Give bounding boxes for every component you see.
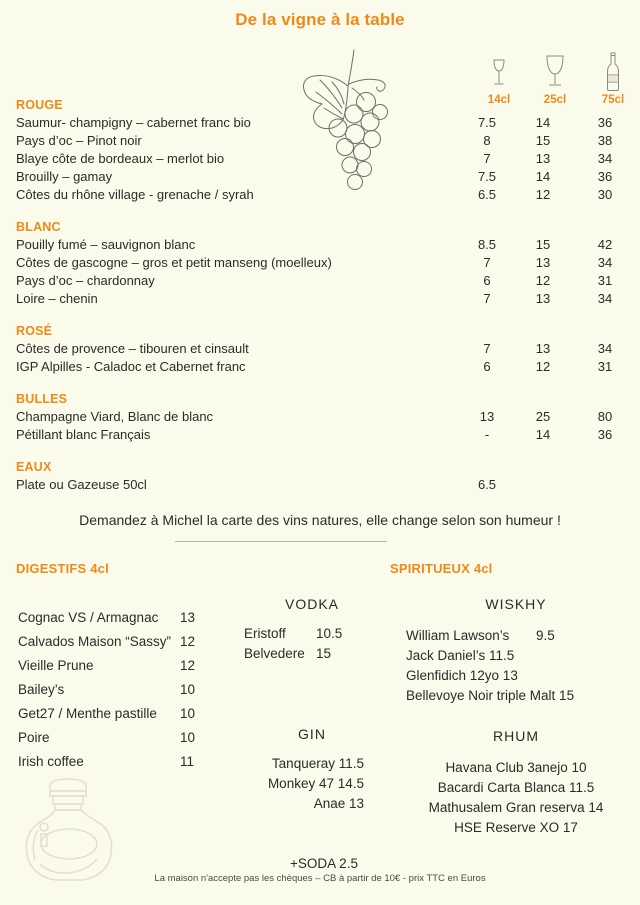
table-row bbox=[0, 358, 640, 376]
price-75cl: 34 bbox=[597, 255, 613, 270]
section-heading: ROUGE bbox=[16, 98, 63, 112]
digestif-price: 10 bbox=[180, 682, 196, 697]
wine-section-rose bbox=[0, 322, 640, 376]
price-14cl: 7.5 bbox=[477, 115, 497, 130]
small-wine-glass-icon bbox=[469, 52, 529, 92]
digestif-price: 10 bbox=[180, 706, 196, 721]
table-row bbox=[0, 150, 640, 168]
price-14cl: 13 bbox=[479, 409, 495, 424]
price-14cl: - bbox=[484, 427, 490, 442]
table-row bbox=[0, 236, 640, 254]
rhum-heading: RHUM bbox=[493, 728, 539, 744]
price-25cl: 13 bbox=[535, 255, 551, 270]
price-14cl: 7 bbox=[483, 341, 491, 356]
whisky-heading: WISKHY bbox=[485, 596, 547, 612]
digestifs-heading: DIGESTIFS 4cl bbox=[16, 561, 109, 576]
section-gap bbox=[0, 204, 640, 218]
price-75cl: 34 bbox=[597, 341, 613, 356]
price-75cl: 31 bbox=[597, 359, 613, 374]
section-heading: EAUX bbox=[16, 460, 52, 474]
list-item bbox=[0, 678, 230, 702]
digestif-name: Get27 / Menthe pastille bbox=[18, 706, 157, 721]
price-75cl: 36 bbox=[597, 427, 613, 442]
spiritueux-heading: SPIRITUEUX 4cl bbox=[390, 561, 493, 576]
table-row bbox=[0, 408, 640, 426]
measure-14cl-label: 14cl bbox=[487, 94, 511, 106]
whisky-price: 9.5 bbox=[536, 628, 555, 643]
table-row bbox=[0, 114, 640, 132]
price-75cl: 36 bbox=[597, 169, 613, 184]
price-14cl: 6.5 bbox=[477, 187, 497, 202]
price-14cl: 8.5 bbox=[477, 237, 497, 252]
digestif-price: 11 bbox=[180, 754, 195, 769]
list-item: Bacardi Carta Blanca 11.5 bbox=[437, 780, 595, 795]
wine-section-rouge bbox=[0, 96, 640, 204]
wine-name: Blaye côte de bordeaux – merlot bio bbox=[16, 151, 225, 166]
list-item bbox=[0, 750, 230, 774]
price-14cl: 6 bbox=[483, 273, 491, 288]
price-75cl: 31 bbox=[597, 273, 613, 288]
wine-name: Pays d’oc – chardonnay bbox=[16, 273, 155, 288]
price-25cl: 15 bbox=[535, 237, 551, 252]
digestif-price: 12 bbox=[180, 634, 196, 649]
wine-name: Loire – chenin bbox=[16, 291, 98, 306]
wine-name: Côtes de provence – tibouren et cinsault bbox=[16, 341, 249, 356]
list-item bbox=[228, 624, 396, 644]
list-item bbox=[0, 630, 230, 654]
price-25cl: 14 bbox=[535, 427, 551, 442]
wine-section-bulles bbox=[0, 390, 640, 444]
wine-name: Pays d’oc – Pinot noir bbox=[16, 133, 142, 148]
price-14cl: 7 bbox=[483, 255, 491, 270]
price-75cl: 34 bbox=[597, 291, 613, 306]
table-row bbox=[0, 340, 640, 358]
wine-section-blanc bbox=[0, 218, 640, 308]
digestif-name: Bailey’s bbox=[18, 682, 65, 697]
price-25cl: 12 bbox=[535, 273, 551, 288]
list-item bbox=[0, 606, 230, 630]
table-row bbox=[0, 254, 640, 272]
list-item: Bellevoye Noir triple Malt 15 bbox=[406, 688, 575, 703]
list-item: Monkey 47 14.5 bbox=[267, 776, 364, 791]
section-gap bbox=[0, 376, 640, 390]
list-item: Mathusalem Gran reserva 14 bbox=[428, 800, 604, 815]
table-row bbox=[0, 290, 640, 308]
list-item: Havana Club 3anejo 10 bbox=[445, 760, 587, 775]
water-name: Plate ou Gazeuse 50cl bbox=[16, 477, 147, 492]
section-heading: BULLES bbox=[16, 392, 68, 406]
digestif-name: Vieille Prune bbox=[18, 658, 94, 673]
list-item bbox=[228, 644, 396, 664]
section-gap bbox=[0, 444, 640, 458]
wine-name: IGP Alpilles - Caladoc et Cabernet franc bbox=[16, 359, 246, 374]
list-item bbox=[0, 726, 230, 750]
price-14cl: 7.5 bbox=[477, 169, 497, 184]
price-14cl: 7 bbox=[483, 151, 491, 166]
wine-name: Brouilly – gamay bbox=[16, 169, 113, 184]
price-75cl: 30 bbox=[597, 187, 613, 202]
price-75cl: 42 bbox=[597, 237, 613, 252]
large-wine-glass-icon bbox=[525, 52, 585, 92]
table-row bbox=[0, 186, 640, 204]
digestif-name: Irish coffee bbox=[18, 754, 84, 769]
price-14cl: 8 bbox=[483, 133, 491, 148]
digestif-price: 10 bbox=[180, 730, 196, 745]
digestifs-list bbox=[0, 606, 230, 774]
price-25cl: 12 bbox=[535, 359, 551, 374]
right-spirits-column bbox=[392, 596, 640, 838]
price-75cl: 34 bbox=[597, 151, 613, 166]
price-25cl: 14 bbox=[535, 169, 551, 184]
price-75cl: 38 bbox=[597, 133, 613, 148]
price-25cl: 13 bbox=[535, 341, 551, 356]
vodka-price: 15 bbox=[316, 646, 332, 661]
section-heading: BLANC bbox=[16, 220, 61, 234]
wine-name: Saumur- champigny – cabernet franc bio bbox=[16, 115, 251, 130]
list-item: Anae 13 bbox=[313, 796, 364, 811]
price-75cl: 36 bbox=[597, 115, 613, 130]
page-title: De la vigne à la table bbox=[235, 10, 405, 29]
price-75cl: 80 bbox=[597, 409, 613, 424]
digestif-name: Cognac VS / Armagnac bbox=[18, 610, 159, 625]
wine-name: Côtes de gascogne – gros et petit manseng (moelleux) bbox=[16, 255, 332, 270]
vodka-price: 10.5 bbox=[316, 626, 343, 641]
price-25cl: 15 bbox=[535, 133, 551, 148]
wine-bottle-icon bbox=[583, 52, 640, 92]
wine-name: Pétillant blanc Français bbox=[16, 427, 151, 442]
digestif-name: Poire bbox=[18, 730, 50, 745]
digestif-price: 12 bbox=[180, 658, 196, 673]
list-item: HSE Reserve XO 17 bbox=[454, 820, 578, 835]
measure-75cl-label: 75cl bbox=[601, 94, 625, 106]
section-heading: ROSÉ bbox=[16, 324, 53, 338]
vodka-name: Eristoff bbox=[244, 626, 286, 641]
wine-name: Pouilly fumé – sauvignon blanc bbox=[16, 237, 196, 252]
table-row bbox=[0, 272, 640, 290]
price-25cl: 25 bbox=[535, 409, 551, 424]
gin-heading: GIN bbox=[298, 726, 326, 742]
list-item bbox=[0, 702, 230, 726]
whisky-name: William Lawson’s bbox=[406, 628, 510, 643]
footer-note: La maison n'accepte pas les chèques – CB à partir de 10€ - prix TTC en Euros bbox=[154, 873, 486, 884]
soda-supplement: +SODA 2.5 bbox=[290, 856, 358, 871]
table-row bbox=[0, 476, 640, 494]
list-item bbox=[0, 654, 230, 678]
wine-section-eaux bbox=[0, 458, 640, 494]
natural-wine-note: Demandez à Michel la carte des vins natures, elle change selon son humeur ! bbox=[79, 512, 561, 528]
vodka-name: Belvedere bbox=[244, 646, 305, 661]
table-row bbox=[0, 426, 640, 444]
price-14cl: 6 bbox=[483, 359, 491, 374]
list-item: Glenfidich 12yo 13 bbox=[406, 668, 518, 683]
price-25cl: 13 bbox=[535, 291, 551, 306]
table-row bbox=[0, 168, 640, 186]
water-price: 6.5 bbox=[477, 477, 497, 492]
wine-list bbox=[0, 96, 640, 494]
wine-name: Champagne Viard, Blanc de blanc bbox=[16, 409, 214, 424]
measure-25cl-label: 25cl bbox=[543, 94, 567, 106]
price-25cl: 14 bbox=[535, 115, 551, 130]
list-item: Jack Daniel’s 11.5 bbox=[406, 648, 515, 663]
table-row bbox=[0, 132, 640, 150]
center-spirits-column bbox=[228, 596, 396, 871]
price-14cl: 7 bbox=[483, 291, 491, 306]
divider bbox=[175, 541, 387, 542]
price-25cl: 13 bbox=[535, 151, 551, 166]
list-item bbox=[392, 626, 640, 646]
price-25cl: 12 bbox=[535, 187, 551, 202]
vodka-heading: VODKA bbox=[284, 596, 339, 612]
section-gap bbox=[0, 308, 640, 322]
digestif-price: 13 bbox=[180, 610, 196, 625]
wine-name: Côtes du rhône village - grenache / syrah bbox=[16, 187, 254, 202]
list-item: Tanqueray 11.5 bbox=[271, 756, 364, 771]
digestif-name: Calvados Maison “Sassy” bbox=[18, 634, 172, 649]
